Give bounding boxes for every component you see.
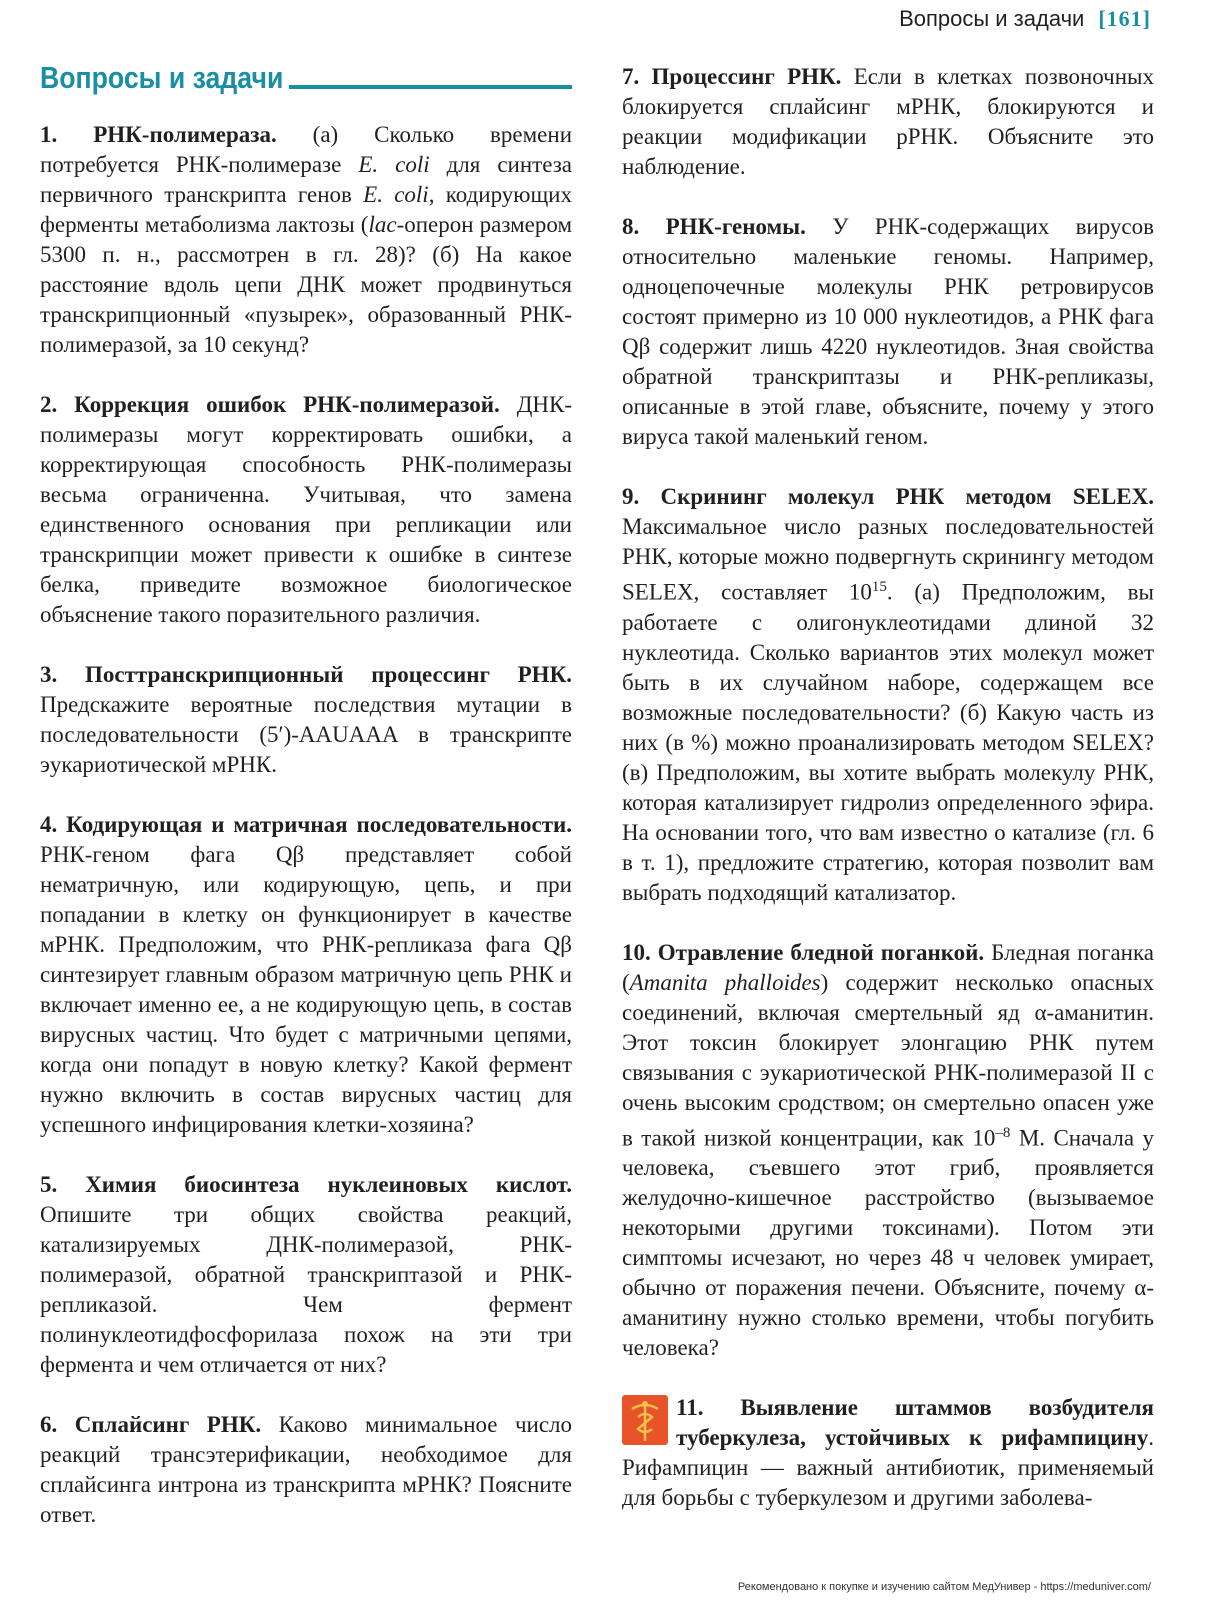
question-text: ДНК-полимеразы могут корректировать ошибки, а корректирующая способность РНК-полимеразы весьма ограниченна. Учитывая, что замена единственного основания при репликации или транскрипции может привести к ошибке в синтезе белка, приведите возможное биологическое объяснение такого поразительного различия. — [40, 392, 572, 627]
question-text: М. Сначала у человека, съевшего этот гриб, проявляется желудочно-кишечное расстройство (вызываемое некоторыми другими токсинами). Потом эти симптомы исчезают, но через 48 ч человек умирает, обычно от поражения печени. Объясните, почему α-аманитину нужно столько времени, чтобы погубить человека? — [622, 1125, 1154, 1361]
question-text: lac — [368, 212, 397, 237]
question-title: РНК-полимераза. — [93, 122, 277, 147]
page-number: [161] — [1098, 6, 1151, 31]
question-8 — [622, 212, 1154, 452]
question-text: РНК-геном фага Qβ представляет собой нематричную, или кодирующую, цепь, и при попадании в клетку он функционирует в качестве мРНК. Предположим, что РНК-репликаза фага Qβ синтезирует главным образом матричную цепь РНК и включает именно ее, а не кодирующую цепь, в состав вирусных частиц. Что будет с матричными цепями, когда они попадут в новую клетку? Какой фермент нужно включить в состав вирусных частиц для успешного инфицирования клетки-хозяина? — [40, 842, 572, 1137]
question-text: Бледная поганка ( — [622, 939, 1155, 995]
question-1 — [40, 120, 572, 360]
question-number: 5. — [40, 1172, 58, 1197]
question-text: , кодирующих ферменты метаболизма лактозы ( — [40, 182, 572, 237]
question-title: Посттранскрипционный процессинг РНК. — [85, 662, 572, 687]
question-text: . (а) Предположим, вы работаете с олигонуклеотидами длиной 32 нуклеотида. Сколько вариантов этих молекул может быть в их случайном наборе, содержащем все возможные последовательности? (б) Какую часть из них (в %) можно проанализировать методом SELEX? (в) Предположим, вы хотите выбрать молекулу РНК, которая катализирует гидролиз определенного эфира. На основании того, что вам известно о катализе (гл. 6 в т. 1), предложите стратегию, которая позволит вам выбрать подходящий катализатор. — [622, 579, 1154, 905]
question-text: ) содержит несколько опасных соединений, включая смертельный яд α-аманитин. Этот токсин блокирует элонгацию РНК путем связывания с эукариотической РНК-полимеразой II с очень высоким сродством; он смертельно опасен уже в такой низкой концентрации, как 10 — [622, 969, 1154, 1151]
question-number: 8. — [622, 214, 640, 239]
question-text: E. coli — [358, 152, 430, 177]
question-number: 7. — [622, 64, 640, 89]
question-text: -оперон размером 5300 п. н., рассмотрен в гл. 28)? (б) На какое расстояние вдоль цепи ДНК может продвинуться транскрипционный «пузырек», образованный РНК-полимеразой, за 10 секунд? — [40, 212, 572, 357]
section-title: Вопросы и задачи — [40, 60, 284, 95]
question-10 — [622, 938, 1154, 1364]
question-number: 1. — [40, 122, 58, 147]
question-number: 11. — [676, 1395, 704, 1421]
question-number: 4. — [40, 812, 58, 837]
question-text: 15 — [871, 579, 887, 595]
right-column — [622, 62, 1154, 1543]
question-title: Химия биосинтеза нуклеиновых кислот. — [85, 1172, 572, 1197]
question-number: 6. — [40, 1412, 58, 1437]
question-7 — [622, 62, 1154, 182]
question-title: Отравление бледной поганкой. — [657, 939, 985, 965]
question-11 — [622, 1393, 1154, 1513]
question-title: Кодирующая и матричная последовательности. — [66, 812, 572, 837]
section-rule — [289, 85, 572, 89]
caduceus-icon — [622, 1395, 668, 1445]
question-text: Предскажите вероятные последствия мутации в последовательности (5′)-AAUAAA в транскрипте эукариотической мРНК. — [40, 692, 572, 777]
question-text: Каково минимальное число реакций трансэтерификации, необходимое для сплайсинга интрона из транскрипта мРНК? Поясните ответ. — [40, 1412, 573, 1527]
question-3 — [40, 660, 572, 780]
question-6 — [40, 1410, 572, 1530]
question-title: РНК-геномы. — [665, 214, 806, 239]
question-title: Выявление штаммов возбудителя туберкулеза, устойчивых к рифампицину — [676, 1395, 1154, 1451]
question-9 — [622, 482, 1154, 908]
question-number: 10. — [622, 939, 651, 965]
question-text: Опишите три общих свойства реакций, катализируемых ДНК-полимеразой, РНК-полимеразой, обратной транскриптазой и РНК-репликазой. Чем фермент полинуклеотидфосфорилаза похож на эти три фермента и чем отличается от них? — [40, 1202, 572, 1377]
footer-credit: Рекомендовано к покупке и изучению сайтом МедУнивер - https://meduniver.com/ — [737, 1581, 1151, 1593]
question-text: (а) Сколько времени потребуется РНК-полимеразе — [40, 122, 573, 177]
question-text: –8 — [995, 1124, 1011, 1141]
question-5 — [40, 1170, 572, 1380]
question-number: 9. — [622, 484, 640, 509]
question-text: для синтеза первичного транскрипта генов — [40, 152, 572, 207]
question-text: E. coli — [363, 182, 429, 207]
question-text: Если в клетках позвоночных блокируется сплайсинг мРНК, блокируются и реакции модификации рРНК. Объясните это наблюдение. — [622, 64, 1154, 179]
question-2 — [40, 390, 572, 630]
question-4 — [40, 810, 572, 1140]
question-text: Amanita phalloides — [629, 969, 821, 995]
question-number: 3. — [40, 662, 58, 687]
running-head-title: Вопросы и задачи — [899, 6, 1085, 31]
question-text: У РНК-содержащих вирусов относительно маленькие геномы. Например, одноцепочечные молекулы РНК ретровирусов состоят примерно из 10 000 нуклеотидов, а РНК фага Qβ содержит лишь 4220 нуклеотидов. Зная свойства обратной транскриптазы и РНК-репликазы, описанные в этой главе, объясните, почему у этого вируса такой маленький геном. — [622, 214, 1154, 449]
question-title: Сплайсинг РНК. — [74, 1412, 262, 1437]
question-text: Максимальное число разных последовательностей РНК, которые можно подвергнуть скринингу методом SELEX, составляет 10 — [622, 514, 1154, 605]
left-column — [40, 120, 572, 1560]
question-title: Скрининг молекул РНК методом SELEX. — [660, 484, 1155, 509]
section-header — [40, 60, 572, 96]
running-head — [899, 6, 1151, 32]
question-title: Коррекция ошибок РНК-полимеразой. — [74, 392, 500, 417]
question-text: . Рифампицин — важный антибиотик, применяемый для борьбы с туберкулезом и другими заболева- — [622, 1425, 1154, 1511]
question-number: 2. — [40, 392, 58, 417]
question-title: Процессинг РНК. — [651, 64, 842, 89]
